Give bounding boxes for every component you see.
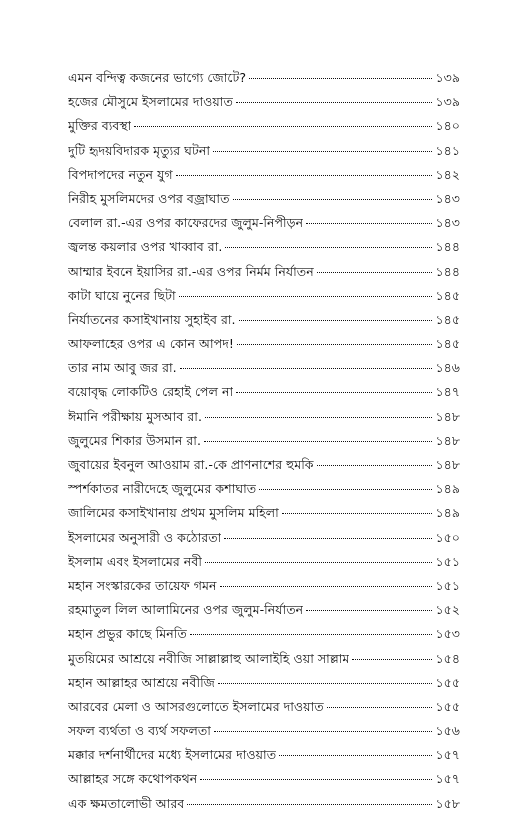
toc-entry-page-number: ১৪১ <box>435 142 460 158</box>
toc-entry-title: এমন বন্দিত্ব কজনের ভাগ্যে জোটে? <box>68 70 246 85</box>
toc-entry <box>68 671 460 695</box>
toc-entry-title: আম্মার ইবনে ইয়াসির রা.-এর ওপর নির্মম নির্যাতন <box>68 263 314 279</box>
toc-entry-page-number: ১৪৭ <box>435 384 460 400</box>
toc-entry <box>68 405 460 429</box>
toc-entry <box>68 163 460 187</box>
toc-entry-page-number: ১৫৩ <box>435 626 460 642</box>
toc-entry-title: রহমাতুল লিল আলামিনের ওপর জুলুম-নির্যাতন <box>68 602 304 618</box>
dot-leader <box>233 199 433 200</box>
dot-leader <box>218 683 433 684</box>
toc-entry-page-number: ১৫১ <box>435 553 460 569</box>
dot-leader <box>239 320 433 321</box>
toc-entry-page-number: ১৫৭ <box>435 747 460 763</box>
toc-entry-page-number: ১৪৩ <box>435 190 460 206</box>
toc-entry-title: মহান আল্লাহর আশ্রয়ে নবীজি <box>68 674 215 690</box>
toc-entry-page-number: ১৪৯ <box>435 481 460 497</box>
toc-entry-title: মক্কার দর্শনার্থীদের মধ্যে ইসলামের দাওয়াত <box>68 747 277 763</box>
toc-entry-page-number: ১৪৬ <box>435 360 460 376</box>
toc-entry-page-number: ১৪৮ <box>435 457 460 472</box>
table-of-contents <box>68 66 460 816</box>
toc-entry <box>68 719 460 743</box>
toc-entry-title: সফল ব্যর্থতা ও ব্যর্থ সফলতা <box>68 723 211 739</box>
toc-entry-page-number: ১৪৯ <box>435 505 460 521</box>
toc-entry-page-number: ১৫১ <box>435 577 460 593</box>
toc-entry <box>68 743 460 767</box>
dot-leader <box>205 417 433 418</box>
toc-entry <box>68 647 460 671</box>
toc-entry <box>68 90 460 114</box>
toc-entry-title: মুক্তির ব্যবস্থা <box>68 118 132 134</box>
toc-entry-title: জুলুমের শিকার উসমান রা. <box>68 432 201 448</box>
toc-entry-page-number: ১৫৬ <box>435 723 460 739</box>
toc-entry-title: তার নাম আবু জর রা. <box>68 360 177 376</box>
dot-leader <box>224 538 432 539</box>
toc-entry-title: আফলাহের ওপর এ কোন আপদ! <box>68 336 234 352</box>
toc-entry-title: আরবের মেলা ও আসরগুলোতে ইসলামের দাওয়াত <box>68 698 324 714</box>
toc-entry-title: বয়োবৃদ্ধ লোকটিও রেহাই পেল না <box>68 384 234 400</box>
toc-entry-title: নিরীহ মুসলিমদের ওপর বজ্রাঘাত <box>68 190 230 206</box>
dot-leader <box>190 634 433 635</box>
dot-leader <box>214 731 433 732</box>
toc-entry <box>68 211 460 235</box>
toc-entry-page-number: ১৪৮ <box>435 408 460 424</box>
dot-leader <box>306 223 432 224</box>
toc-entry <box>68 66 460 90</box>
toc-entry-page-number: ১৩৯ <box>435 70 460 85</box>
toc-entry <box>68 767 460 791</box>
toc-entry <box>68 332 460 356</box>
toc-entry-page-number: ১৫২ <box>435 602 460 618</box>
dot-leader <box>237 344 433 345</box>
toc-entry <box>68 114 460 138</box>
dot-leader <box>225 247 432 248</box>
toc-entry <box>68 550 460 574</box>
toc-entry <box>68 308 460 332</box>
toc-entry-title: হজের মৌসুমে ইসলামের দাওয়াত <box>68 94 233 110</box>
toc-entry-title: ঈমানি পরীক্ষায় মুসআব রা. <box>68 408 202 424</box>
toc-entry <box>68 356 460 380</box>
toc-entry-title: মহান প্রভুর কাছে মিনতি <box>68 626 187 642</box>
toc-entry-title: এক ক্ষমতালোভী আরব <box>68 795 185 811</box>
dot-leader <box>259 489 432 490</box>
toc-entry <box>68 526 460 550</box>
toc-entry-page-number: ১৪৮ <box>435 432 460 448</box>
dot-leader <box>179 296 433 297</box>
dot-leader <box>204 441 433 442</box>
dot-leader <box>205 562 433 563</box>
dot-leader <box>279 755 432 756</box>
toc-entry-title: স্পর্শকাতর নারীদেহে জুলুমের কশাঘাত <box>68 481 257 497</box>
toc-entry-page-number: ১৪৫ <box>435 336 460 352</box>
dot-leader <box>317 272 433 273</box>
dot-leader <box>352 659 432 660</box>
dot-leader <box>176 175 433 176</box>
dot-leader <box>249 78 432 79</box>
toc-entry-page-number: ১৪৪ <box>435 239 460 255</box>
dot-leader <box>134 126 432 127</box>
dot-leader <box>327 707 433 708</box>
toc-entry <box>68 453 460 477</box>
toc-entry-title: জুবায়ের ইবনুল আওয়াম রা.-কে প্রাণনাশের হুমকি <box>68 457 314 472</box>
toc-entry-title: মুতয়িমের আশ্রয়ে নবীজি সাল্লাল্লাহু আলাইহি ওয়া সাল্লাম <box>68 650 350 666</box>
toc-entry <box>68 187 460 211</box>
toc-entry-page-number: ১৫৫ <box>435 674 460 690</box>
toc-entry-page-number: ১৪২ <box>435 166 460 182</box>
toc-entry-page-number: ১৪৫ <box>435 311 460 327</box>
toc-entry-page-number: ১৪৫ <box>435 287 460 303</box>
toc-entry <box>68 284 460 308</box>
toc-entry <box>68 792 460 816</box>
toc-entry-page-number: ১৫৭ <box>435 771 460 787</box>
toc-entry-title: আল্লাহর সঙ্গে কথোপকথন <box>68 771 198 787</box>
dot-leader <box>220 586 433 587</box>
dot-leader <box>180 368 433 369</box>
dot-leader <box>282 513 433 514</box>
toc-entry <box>68 501 460 525</box>
toc-entry-title: কাটা ঘায়ে নুনের ছিটা <box>68 287 176 303</box>
dot-leader <box>187 804 432 805</box>
toc-entry-title: ইসলামের অনুসারী ও কঠোরতা <box>68 529 222 545</box>
toc-entry-page-number: ১৫৫ <box>435 698 460 714</box>
toc-entry <box>68 622 460 646</box>
toc-entry <box>68 598 460 622</box>
toc-entry <box>68 235 460 259</box>
toc-entry-page-number: ১৫০ <box>435 529 460 545</box>
toc-entry-title: জালিমের কসাইখানায় প্রথম মুসলিম মহিলা <box>68 505 279 521</box>
dot-leader <box>236 392 432 393</box>
toc-entry <box>68 477 460 501</box>
toc-entry-page-number: ১৪৪ <box>435 263 460 279</box>
toc-entry-page-number: ১৫৪ <box>435 650 460 666</box>
toc-entry-page-number: ১৪৩ <box>435 215 460 231</box>
toc-entry <box>68 380 460 404</box>
dot-leader <box>236 102 433 103</box>
toc-entry-title: মহান সংস্কারকের তায়েফ গমন <box>68 577 217 593</box>
toc-entry-page-number: ১৪০ <box>435 118 460 134</box>
toc-entry-title: বিপদাপদের নতুন যুগ <box>68 166 173 182</box>
dot-leader <box>306 610 432 611</box>
toc-entry <box>68 574 460 598</box>
toc-entry-title: জ্বলন্ত কয়লার ওপর খাব্বাব রা. <box>68 239 223 255</box>
dot-leader <box>317 465 433 466</box>
toc-entry-title: ইসলাম এবং ইসলামের নবী <box>68 553 202 569</box>
toc-entry <box>68 429 460 453</box>
toc-entry <box>68 139 460 163</box>
toc-entry-title: বেলাল রা.-এর ওপর কাফেরদের জুলুম-নিপীড়ন <box>68 215 304 231</box>
toc-entry <box>68 695 460 719</box>
toc-entry-title: দুটি হৃদয়বিদারক মৃত্যুর ঘটনা <box>68 142 210 158</box>
toc-entry <box>68 260 460 284</box>
dot-leader <box>213 151 432 152</box>
toc-entry-page-number: ১৫৮ <box>435 795 460 811</box>
toc-entry-title: নির্যাতনের কসাইখানায় সুহাইব রা. <box>68 311 236 327</box>
toc-entry-page-number: ১৩৯ <box>435 94 460 110</box>
dot-leader <box>200 779 432 780</box>
